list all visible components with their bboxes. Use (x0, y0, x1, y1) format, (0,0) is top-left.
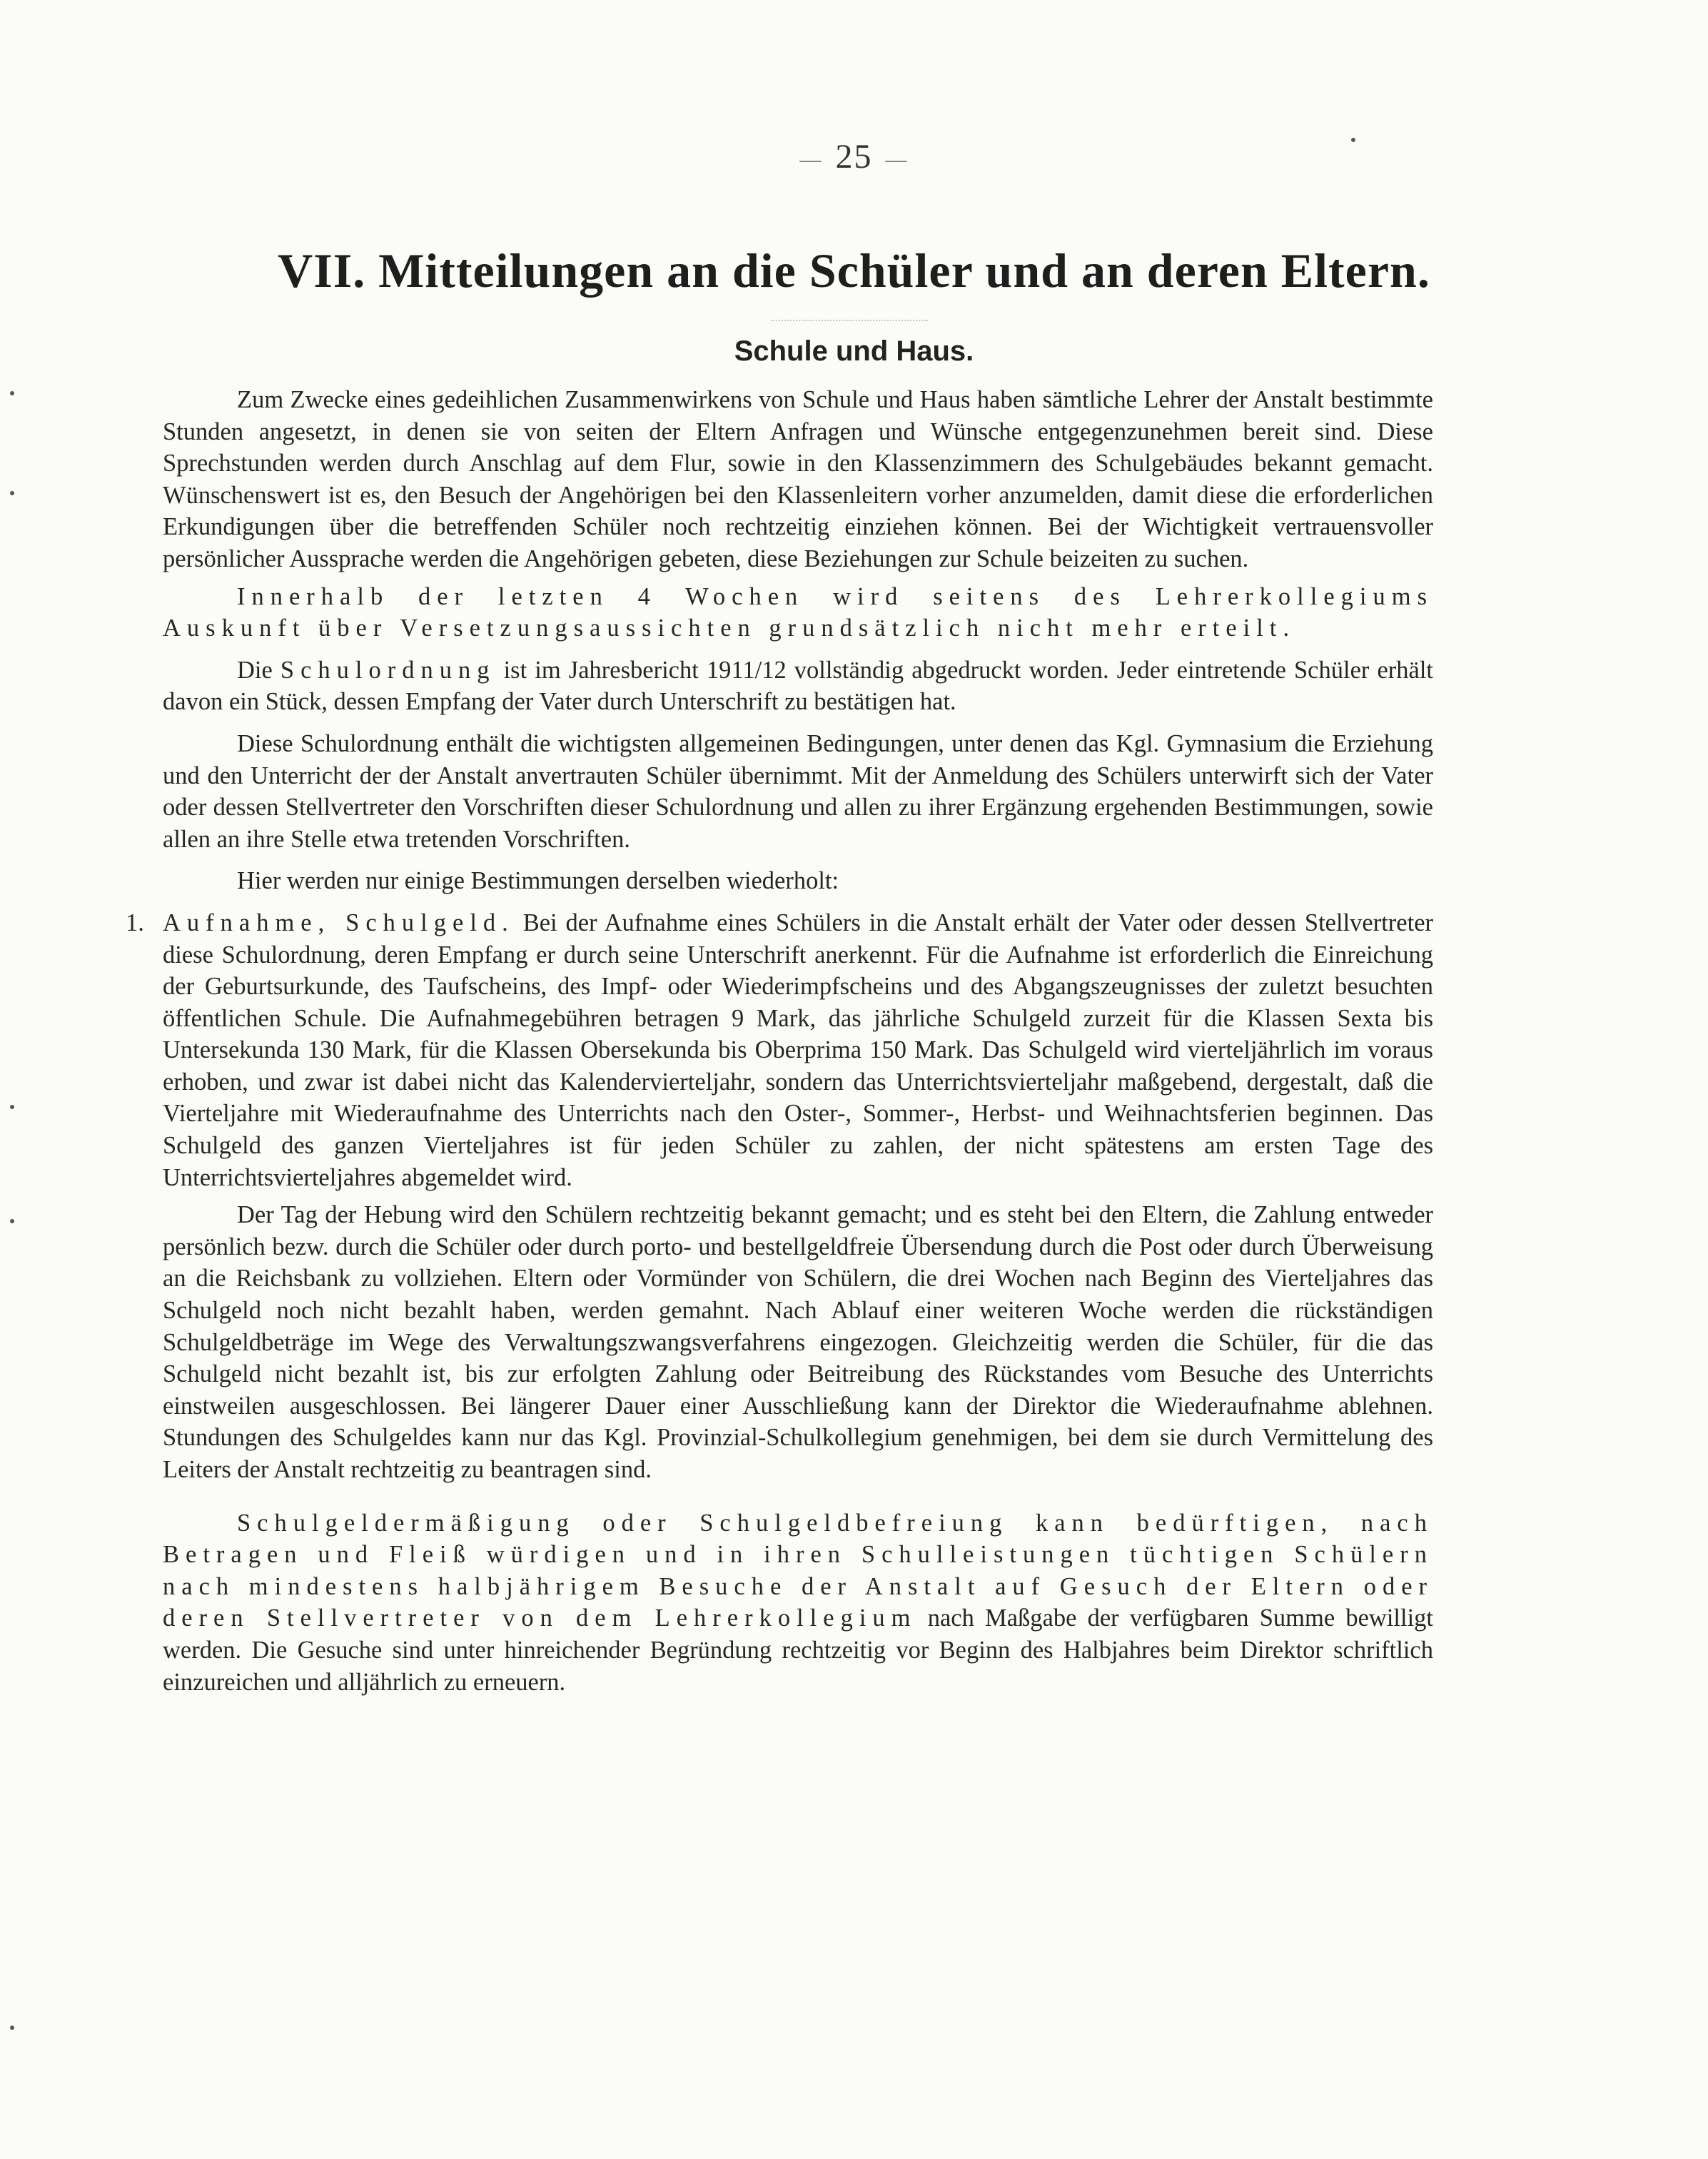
paragraph-hebung: Der Tag der Hebung wird den Schülern rechtzeitig bekannt gemacht; und es steht bei den Eltern, die Zahlung entweder persönlich bezw. durch die Schüler oder durch porto- und bestellgeldfreie Übersendung durch die Post oder durch Überweisung an die Reichsbank zu vollziehen. Eltern oder Vormünder von Schülern, die drei Wochen nach Beginn des Vierteljahres das Schulgeld noch nicht bezahlt haben, werden gemahnt. Nach Ablauf einer weiteren Woche werden die rückständigen Schulgeldbeträge im Wege des Verwaltungszwangsverfahrens eingezogen. Gleichzeitig werden die Schüler, für die das Schulgeld nicht bezahlt ist, bis zur erfolgten Zahlung oder Beitreibung des Rückstandes vom Besuche des Unterrichts einstweilen ausgeschlossen. Bei längerer Dauer einer Ausschließung kann der Direktor die Wiederaufnahme ablehnen. Stundungen des Schulgeldes kann nur das Kgl. Provinzial-Schulkollegium genehmigen, bei dem sie durch Vermittelung des Leiters der Anstalt rechtzeitig zu beantragen sind. (163, 1201, 1433, 1483)
scan-speck (10, 491, 14, 495)
page-number-value: 25 (835, 138, 873, 176)
page-number (0, 137, 1708, 176)
list-item-aufnahme (126, 907, 1433, 1193)
section-title: Schule und Haus. (734, 335, 974, 367)
chapter-title: VII. Mitteilungen an die Schüler und an deren Eltern. (278, 243, 1430, 298)
paragraph-schulordnung (163, 654, 1433, 718)
page-number-ornament-left: — (799, 147, 823, 171)
body-text (126, 384, 1433, 1698)
list-item-text: Bei der Aufnahme eines Schülers in die Anstalt erhält der Vater oder dessen Stellvertreter diese Schulordnung, deren Empfang er durch seine Unterschrift anerkennt. Für die Aufnahme ist erforderlich die Einreichung der Geburtsurkunde, des Taufscheins, des Impf- oder Wiederimpfscheins und des Abgangszeugnisses der zuletzt besuchten öffentlichen Schule. Die Aufnahmegebühren betragen 9 Mark, das jährliche Schulgeld zurzeit für die Klassen Sexta bis Untersekunda 130 Mark, für die Klassen Obersekunda bis Oberprima 150 Mark. Das Schulgeld wird vierteljährlich im voraus erhoben, und zwar ist dabei nicht das Kalendervierteljahr, sondern das Unterrichtsvierteljahr maßgebend, dergestalt, daß die Vierteljahre mit Wiederaufnahme des Unterrichts nach den Oster-, Sommer-, Herbst- und Weihnachtsferien beginnen. Das Schulgeld des ganzen Vierteljahres ist für jeden Schüler zu zahlen, der nicht spätestens am ersten Tage des Unterrichtsvierteljahres abgemeldet wird. (163, 909, 1433, 1191)
term-ermaessigung: Schulgeldermäßigung oder Schulgeldbefreiung kann bedürftigen, nach Betragen und Fleiß würdigen und in ihren Schulleistungen tüchtigen Schülern nach mindestens halbjährigem Besuche der Anstalt auf Gesuch der Eltern oder deren Stellvertreter von dem Lehrerkollegium (163, 1509, 1433, 1632)
paragraph-versetzung: Innerhalb der letzten 4 Wochen wird seitens des Lehrerkollegiums Auskunft über Versetzungsaussichten grundsätzlich nicht mehr erteilt. (163, 582, 1433, 642)
paragraph-schulordnung-lead: Die (237, 656, 273, 684)
scan-speck (10, 391, 14, 395)
paragraph-bedingungen: Diese Schulordnung enthält die wichtigsten allgemeinen Bedingungen, unter denen das Kgl. Gymnasium die Erziehung und den Unterricht der der Anstalt anvertrauten Schüler übernimmt. Mit der Anmeldung des Schülers unterwirft sich der Vater oder dessen Stellvertreter den Vorschriften dieser Schulordnung und allen zu ihrer Ergänzung ergehenden Bestimmungen, sowie allen an ihre Stelle etwa tretenden Vorschriften. (163, 729, 1433, 853)
scan-speck (10, 2026, 14, 2030)
section-divider (771, 320, 928, 321)
list-item-heading: Aufnahme, Schulgeld. (163, 909, 515, 936)
list-item-number: 1. (126, 909, 144, 936)
paragraph-ermaessigung (163, 1507, 1433, 1699)
paragraph-schulordnung-rest: ist im Jahresbericht 1911/12 vollständig abgedruckt worden. Jeder eintretende Schüler erhält davon ein Stück, dessen Empfang der Vater durch Unterschrift zu bestätigen hat. (163, 656, 1433, 716)
scan-speck (10, 1105, 14, 1109)
paragraph-sprechstunden: Zum Zwecke eines gedeihlichen Zusammenwirkens von Schule und Haus haben sämtliche Lehrer der Anstalt bestimmte Stunden angesetzt, in denen sie von seiten der Eltern Anfragen und Wünsche entgegenzunehmen bereit sind. Diese Sprechstunden werden durch Anschlag auf dem Flur, sowie in den Klassenzimmern des Schulgebäudes bekannt gemacht. Wünschenswert ist es, den Besuch der Angehörigen bei den Klassenleitern vorher anzumelden, damit diese die erforderlichen Erkundigungen über die betreffenden Schüler noch rechtzeitig einziehen können. Bei der Wichtigkeit vertrauensvoller persönlicher Aussprache werden die Angehörigen gebeten, diese Beziehungen zur Schule beizeiten zu suchen. (163, 386, 1433, 572)
paragraph-ermaessigung-rest: nach Maßgabe der verfügbaren Summe bewilligt werden. Die Gesuche sind unter hinreichender Begründung rechtzeitig vor Beginn des Halbjahres beim Direktor schriftlich einzureichen und alljährlich zu erneuern. (163, 1604, 1433, 1696)
term-schulordnung: Schulordnung (280, 656, 496, 684)
page-number-ornament-right: — (885, 147, 909, 171)
scan-speck (10, 1219, 14, 1223)
paragraph-bestimmungen-intro: Hier werden nur einige Bestimmungen derselben wiederholt: (237, 867, 839, 895)
